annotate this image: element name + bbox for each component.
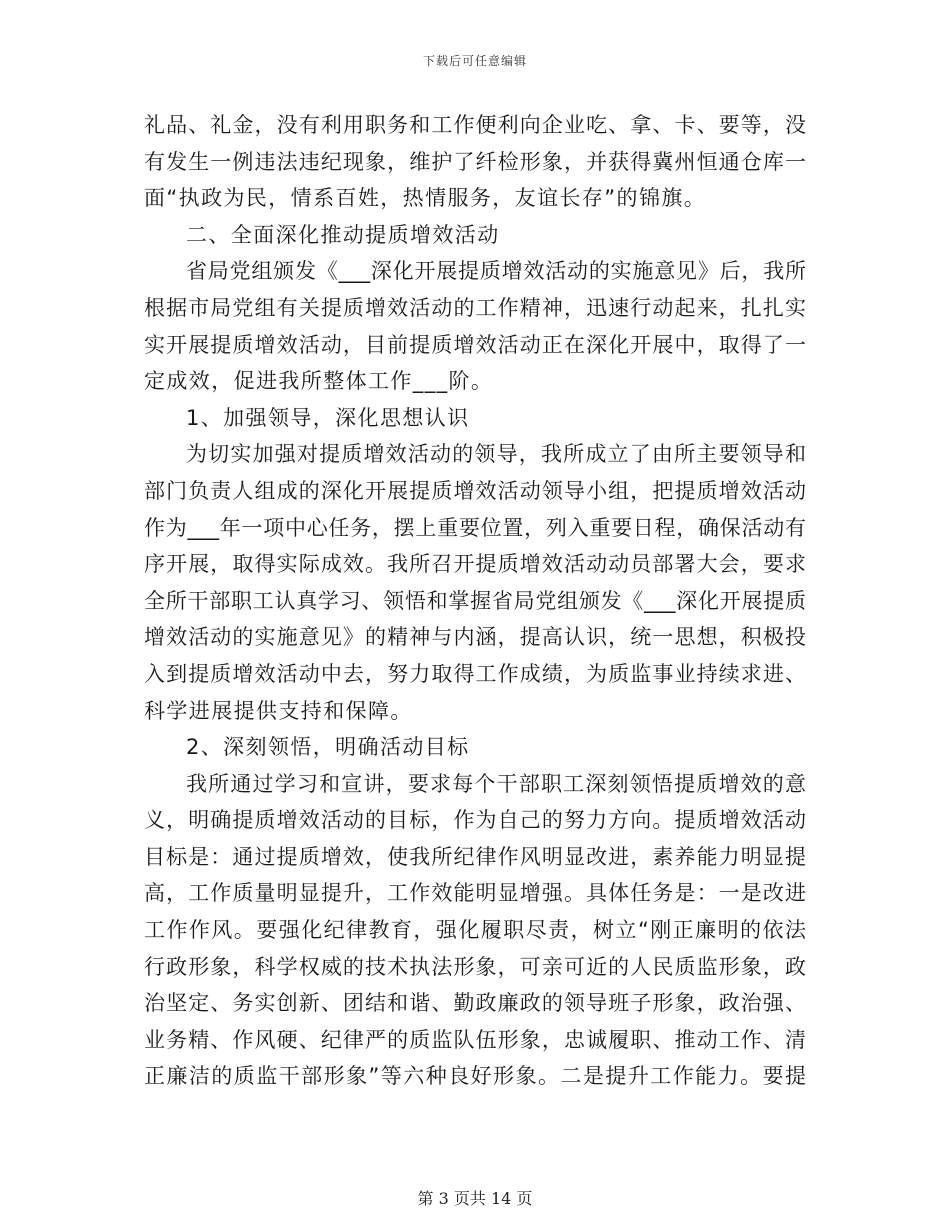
text-line: 礼品、礼金，没有利用职务和工作便利向企业吃、拿、卡、要等，没: [144, 113, 806, 137]
text-line: 目标是：通过提质增效，使我所纪律作风明显改进，素养能力明显提: [144, 844, 806, 869]
text-line: 正廉洁的质监干部形象”等六种良好形象。二是提升工作能力。要提: [144, 1064, 806, 1089]
text-line: 义，明确提质增效活动的目标，作为自己的努力方向。提质增效活动: [144, 808, 806, 833]
text-line: 定成效，促进我所整体工作___阶。: [144, 369, 494, 394]
text-line: 高，工作质量明显提升，工作效能明显增强。具体任务是：一是改进: [144, 881, 806, 906]
text-line: 为切实加强对提质增效活动的领导，我所成立了由所主要领导和: [186, 442, 806, 467]
text-line: 面“执政为民，情系百姓，热情服务，友谊长存”的锦旗。: [144, 186, 707, 211]
text-line: 省局党组颁发《___深化开展提质增效活动的实施意见》后，我所: [186, 259, 806, 284]
text-line: 全所干部职工认真学习、领悟和掌握省局党组颁发《___深化开展提质: [144, 588, 806, 613]
text-line: 二、全面深化推动提质增效活动: [186, 222, 500, 247]
text-line: 我所通过学习和宣讲，要求每个干部职工深刻领悟提质增效的意: [186, 771, 806, 796]
text-line: 行政形象，科学权威的技术执法形象，可亲可近的人民质监形象，政: [144, 954, 806, 979]
text-line: 序开展，取得实际成效。我所召开提质增效活动动员部署大会，要求: [144, 552, 806, 577]
page-header: 下载后可任意编辑: [422, 54, 527, 68]
page-footer: 第 3 页共 14 页: [417, 1189, 533, 1208]
text-line: 2、深刻领悟，明确活动目标: [186, 735, 470, 760]
text-line: 根据市局党组有关提质增效活动的工作精神，迅速行动起来，扎扎实: [144, 295, 806, 320]
text-line: 治坚定、务实创新、团结和谐、勤政廉政的领导班子形象，政治强、: [144, 991, 806, 1016]
text-line: 工作作风。要强化纪律教育，强化履职尽责，树立“刚正廉明的依法: [144, 918, 806, 943]
text-line: 业务精、作风硬、纪律严的质监队伍形象，忠诚履职、推动工作、清: [144, 1027, 806, 1052]
text-line: 部门负责人组成的深化开展提质增效活动领导小组，把提质增效活动: [144, 478, 806, 503]
text-line: 科学进展提供支持和保障。: [144, 698, 413, 723]
document-body: [144, 107, 806, 1095]
text-line: 增效活动的实施意见》的精神与内涵，提高认识，统一思想，积极投: [144, 625, 806, 650]
text-line: 有发生一例违法违纪现象，维护了纤检形象，并获得冀州恒通仓库一: [144, 149, 806, 174]
text-line: 1、加强领导，深化思想认识: [186, 405, 470, 430]
text-line: 实开展提质增效活动，目前提质增效活动正在深化开展中，取得了一: [144, 332, 806, 357]
text-line: 作为___年一项中心任务，摆上重要位置，列入重要日程，确保活动有: [144, 515, 806, 540]
text-line: 入到提质增效活动中去，努力取得工作成绩，为质监事业持续求进、: [144, 661, 806, 686]
